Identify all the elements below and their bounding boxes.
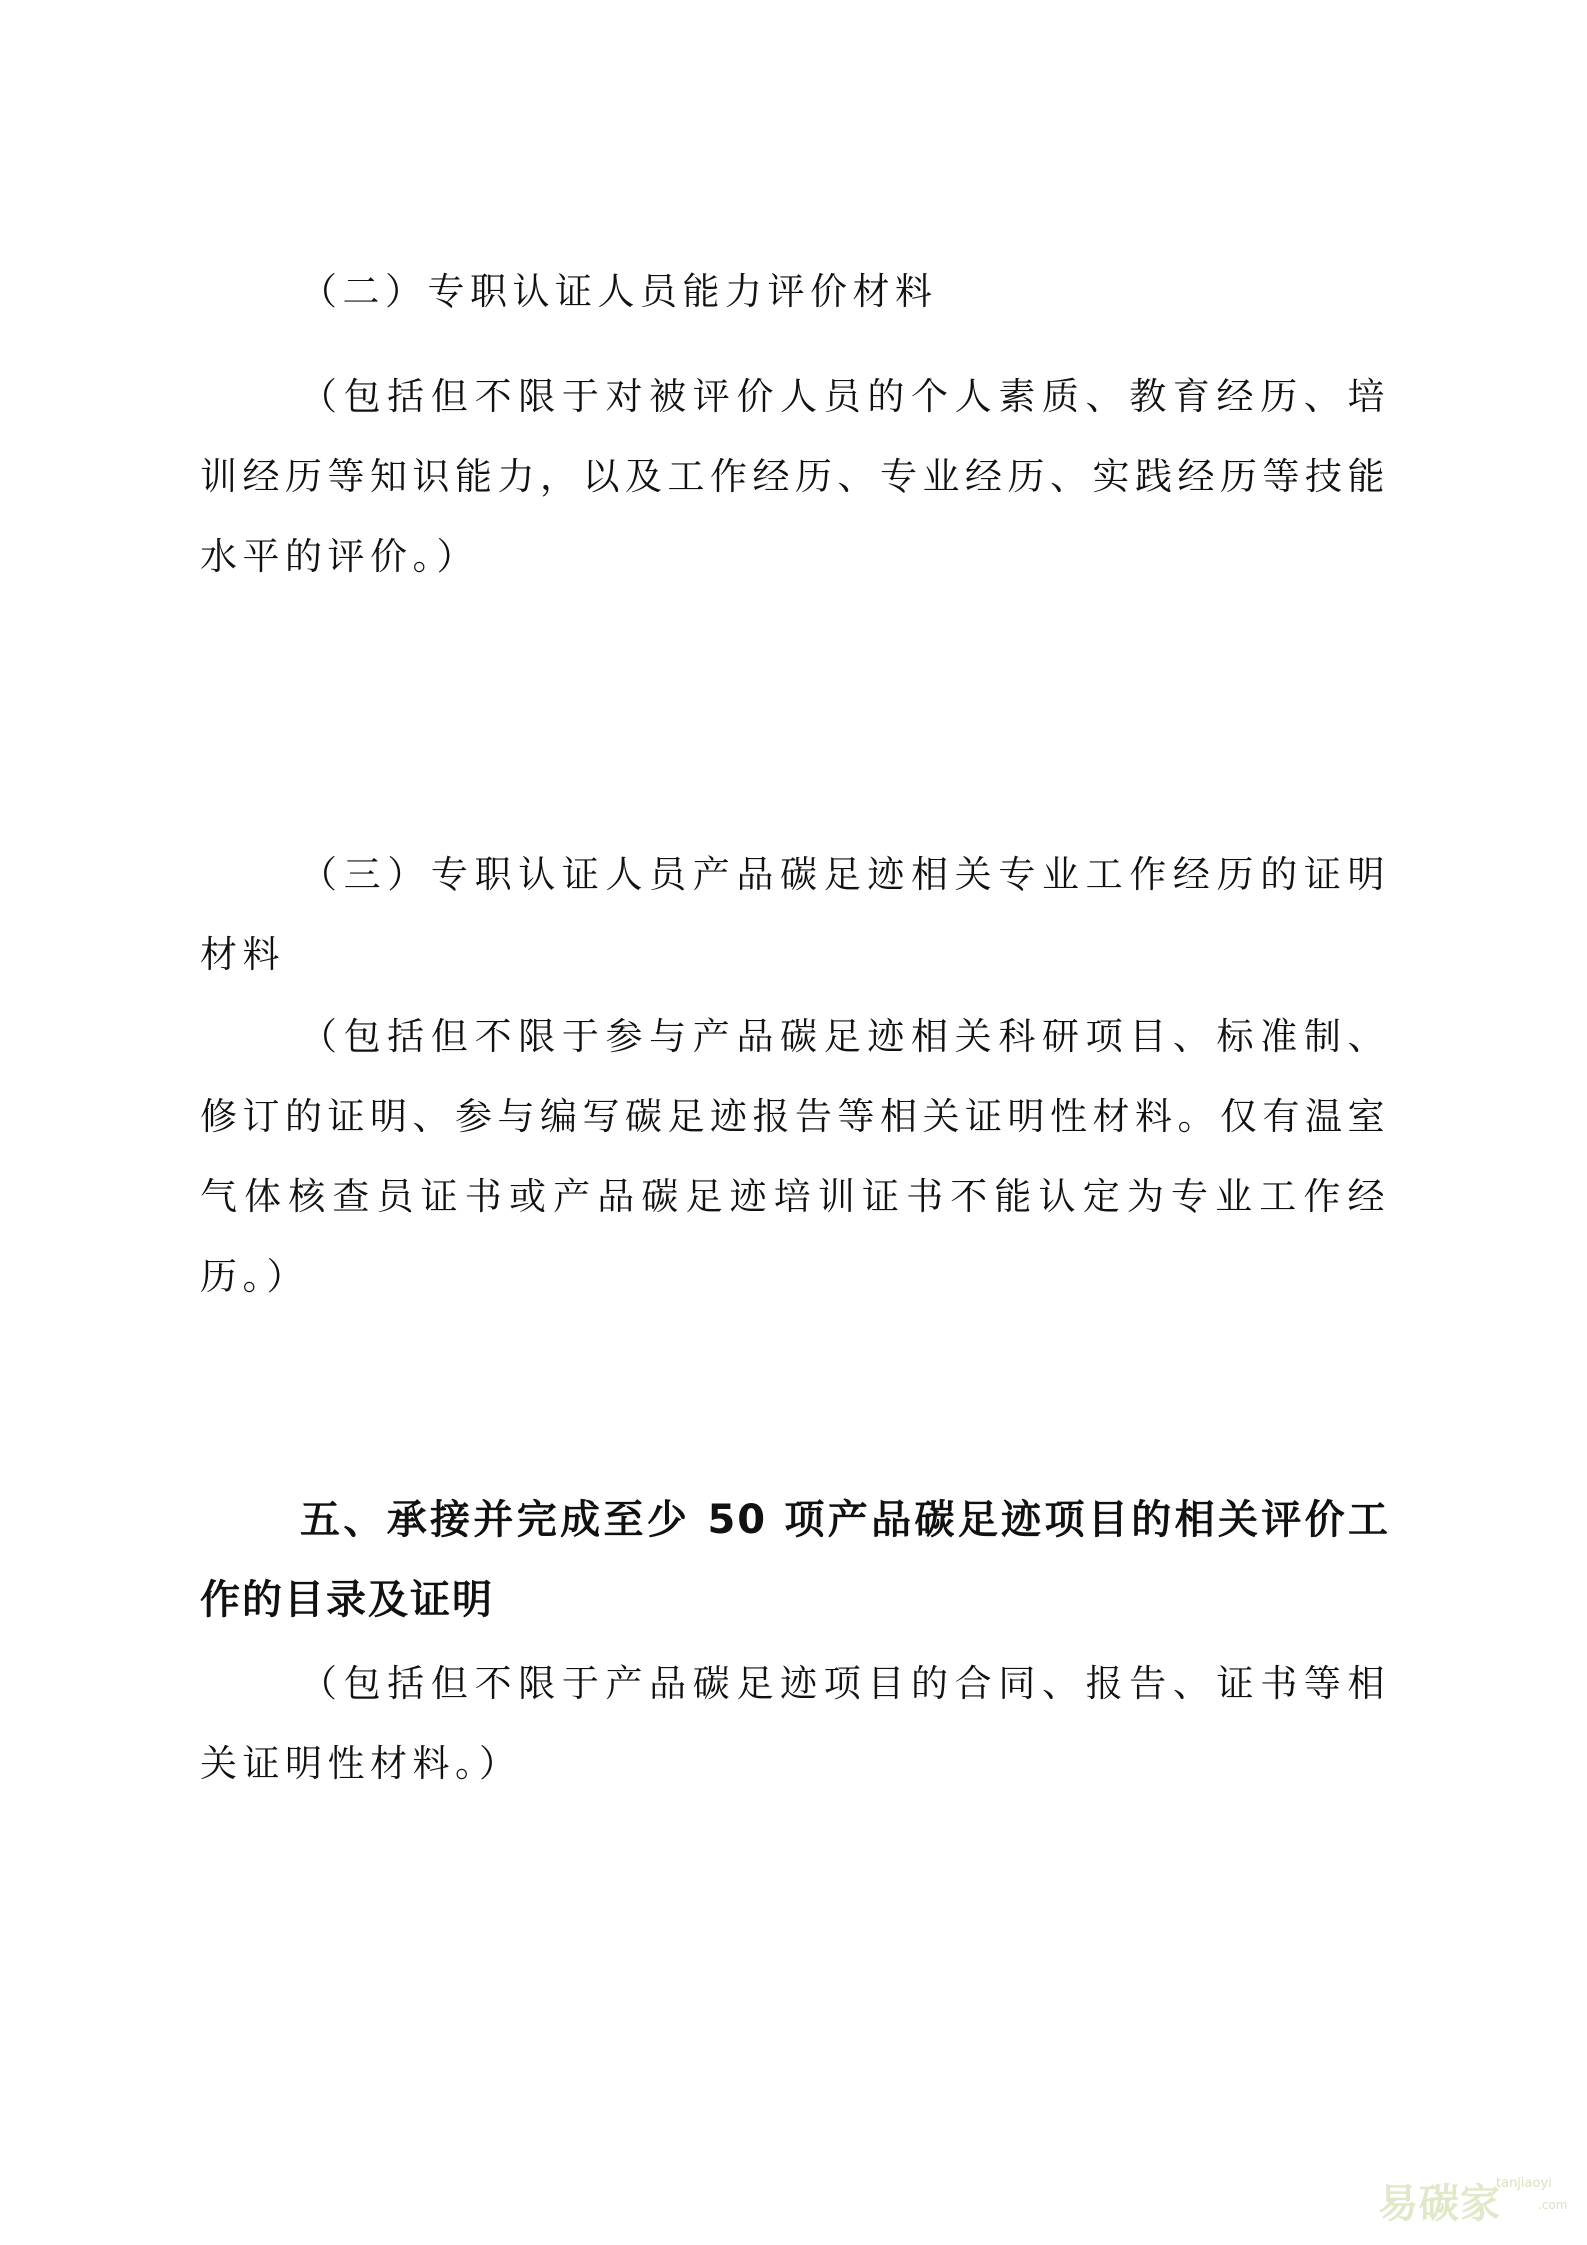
item-five-note: （包括但不限于产品碳足迹项目的合同、报告、证书等相关证明性材料。） [200,1662,1390,1785]
watermark-domain-suffix: .com [1538,2198,1568,2212]
section-three-note: （包括但不限于参与产品碳足迹相关科研项目、标准制、修订的证明、参与编写碳足迹报告等相关证明性材料。仅有温室气体核查员证书或产品碳足迹培训证书不能认定为专业工作经历。） [200,1015,1390,1298]
watermark-domain-name: tanjiaoyi [1496,2176,1552,2191]
site-watermark-logo [1378,2168,1578,2234]
section-two-heading: （二）专职认证人员能力评价材料 [300,270,938,313]
section-three-heading: （三）专职认证人员产品碳足迹相关专业工作经历的证明材料 [200,853,1390,976]
item-five-heading: 五、承接并完成至少 50 项产品碳足迹项目的相关评价工作的目录及证明 [200,1497,1390,1623]
section-two-note: （包括但不限于对被评价人员的个人素质、教育经历、培训经历等知识能力，以及工作经历、专业经历、实践经历等技能水平的评价。） [200,375,1390,578]
watermark-logo-text: 易碳家 [1378,2181,1501,2227]
